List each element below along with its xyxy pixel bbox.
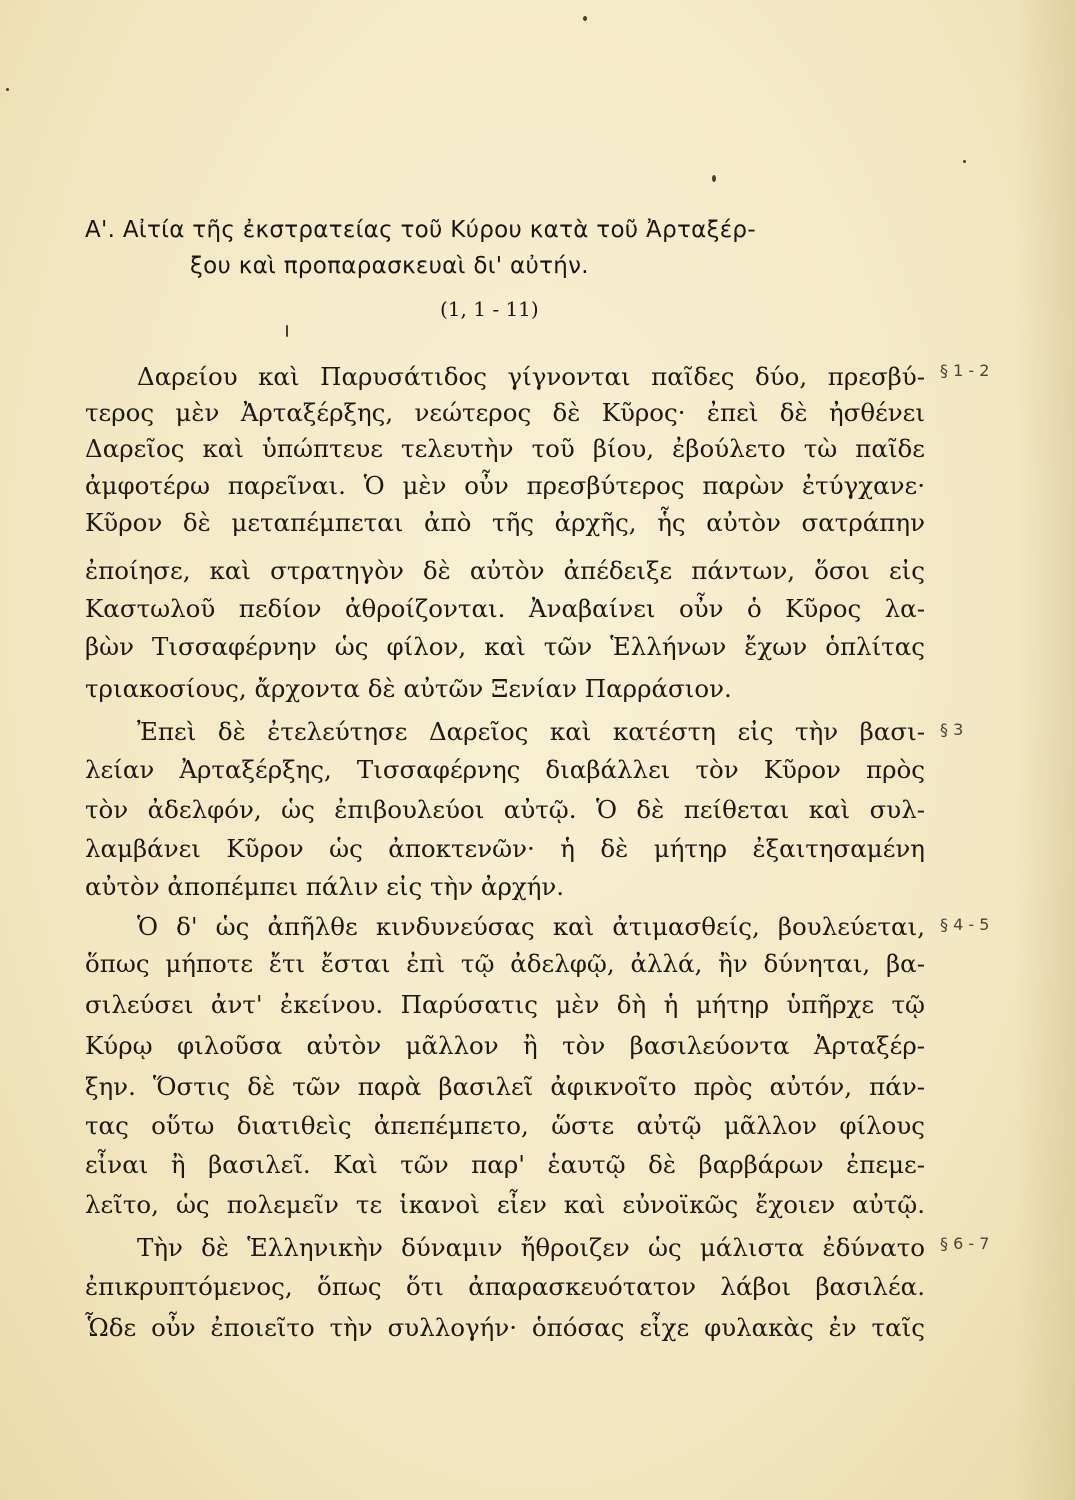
text-line: Τὴν δὲ Ἑλληνικὴν δύναμιν ἤθροιζεν ὡς μάλιστα ἐδύνατο <box>137 1233 925 1262</box>
text-line: τερος μὲν Ἀρταξέρξης, νεώτερος δὲ Κῦρος· ἐπεὶ δὲ ἠσθένει <box>85 398 925 427</box>
margin-note-paragraph-4: § 6 - 7 <box>940 1234 990 1253</box>
text-line: λείαν Ἀρταξέρξης, Τισσαφέρνης διαβάλλει τὸν Κῦρον πρὸς <box>85 755 925 784</box>
text-line: εἶναι ἢ βασιλεῖ. Καὶ τῶν παρ' ἑαυτῷ δὲ βαρβάρων ἐπεμε- <box>85 1150 925 1179</box>
text-line: λεῖτο, ὡς πολεμεῖν τε ἱκανοὶ εἶεν καὶ εὐνοϊκῶς ἔχοιεν αὐτῷ. <box>85 1190 925 1219</box>
text-line: αὐτὸν ἀποπέμπει πάλιν εἰς τὴν ἀρχήν. <box>85 872 565 901</box>
text-line: Ἐπεὶ δὲ ἐτελεύτησε Δαρεῖος καὶ κατέστη εἰς τὴν βασι- <box>137 717 925 746</box>
chapter-reference: (1, 1 - 11) <box>440 297 539 321</box>
text-line: Ὧδε οὖν ἐποιεῖτο τὴν συλλογήν· ὁπόσας εἶχε φυλακὰς ἐν ταῖς <box>85 1313 925 1342</box>
text-line: ξην. Ὅστις δὲ τῶν παρὰ βασιλεῖ ἀφικνοῖτο πρὸς αὐτόν, πάν- <box>85 1072 925 1101</box>
text-line: τας οὕτω διατιθεὶς ἀπεπέμπετο, ὥστε αὐτῷ μᾶλλον φίλους <box>85 1111 925 1140</box>
text-line: ἐποίησε, καὶ στρατηγὸν δὲ αὐτὸν ἀπέδειξε πάντων, ὅσοι εἰς <box>85 556 925 585</box>
text-line: ἀμφοτέρω παρεῖναι. Ὁ μὲν οὖν πρεσβύτερος παρὼν ἐτύγχανε· <box>85 471 925 500</box>
page-edge-shadow <box>1015 0 1075 1500</box>
ink-speck <box>963 160 966 163</box>
text-line: Κύρῳ φιλοῦσα αὐτὸν μᾶλλον ἢ τὸν βασιλεύοντα Ἀρταξέρ- <box>85 1031 925 1060</box>
text-line: ὅπως μήποτε ἔτι ἔσται ἐπὶ τῷ ἀδελφῷ, ἀλλά, ἢν δύνηται, βα- <box>85 949 925 978</box>
text-line: τὸν ἀδελφόν, ὡς ἐπιβουλεύοι αὐτῷ. Ὁ δὲ πείθεται καὶ συλ- <box>85 795 925 824</box>
text-line: Δαρείου καὶ Παρυσάτιδος γίγνονται παῖδες δύο, πρεσβύ- <box>137 362 925 391</box>
ink-speck <box>6 88 9 91</box>
text-line: Ὁ δ' ὡς ἀπῆλθε κινδυνεύσας καὶ ἀτιμασθείς, βουλεύεται, <box>137 912 925 941</box>
text-line: βὼν Τισσαφέρνην ὡς φίλον, καὶ τῶν Ἑλλήνων ἔχων ὁπλίτας <box>85 632 925 661</box>
margin-note-paragraph-2: § 3 <box>940 720 964 739</box>
margin-note-paragraph-1: § 1 - 2 <box>940 361 990 380</box>
ink-speck <box>583 16 587 21</box>
text-line: Καστωλοῦ πεδίον ἀθροίζονται. Ἀναβαίνει οὖν ὁ Κῦρος λα- <box>85 594 925 623</box>
text-line: σιλεύσει ἀντ' ἐκείνου. Παρύσατις μὲν δὴ ἡ μήτηρ ὑπῆρχε τῷ <box>85 990 925 1019</box>
margin-note-paragraph-3: § 4 - 5 <box>940 915 990 934</box>
heading-line-1: Α'. Αἰτία τῆς ἐκστρατείας τοῦ Κύρου κατὰ τοῦ Ἀρταξέρ- <box>85 217 756 243</box>
text-line: Δαρεῖος καὶ ὑπώπτευε τελευτὴν τοῦ βίου, ἐβούλετο τὼ παῖδε <box>85 434 925 463</box>
section-heading <box>85 212 945 284</box>
heading-line-2: ξου καὶ προπαρασκευαὶ δι' αὐτήν. <box>190 253 589 279</box>
text-line: ἐπικρυπτόμενος, ὅπως ὅτι ἀπαρασκευότατον λάβοι βασιλέα. <box>85 1272 925 1301</box>
text-line: Κῦρον δὲ μεταπέμπεται ἀπὸ τῆς ἀρχῆς, ἧς αὐτὸν σατράπην <box>85 508 925 537</box>
ink-speck <box>286 325 288 337</box>
ink-speck <box>712 175 716 182</box>
text-line: λαμβάνει Κῦρον ὡς ἀποκτενῶν· ἡ δὲ μήτηρ ἐξαιτησαμένη <box>85 834 925 863</box>
text-line: τριακοσίους, ἄρχοντα δὲ αὐτῶν Ξενίαν Παρράσιον. <box>85 674 732 703</box>
